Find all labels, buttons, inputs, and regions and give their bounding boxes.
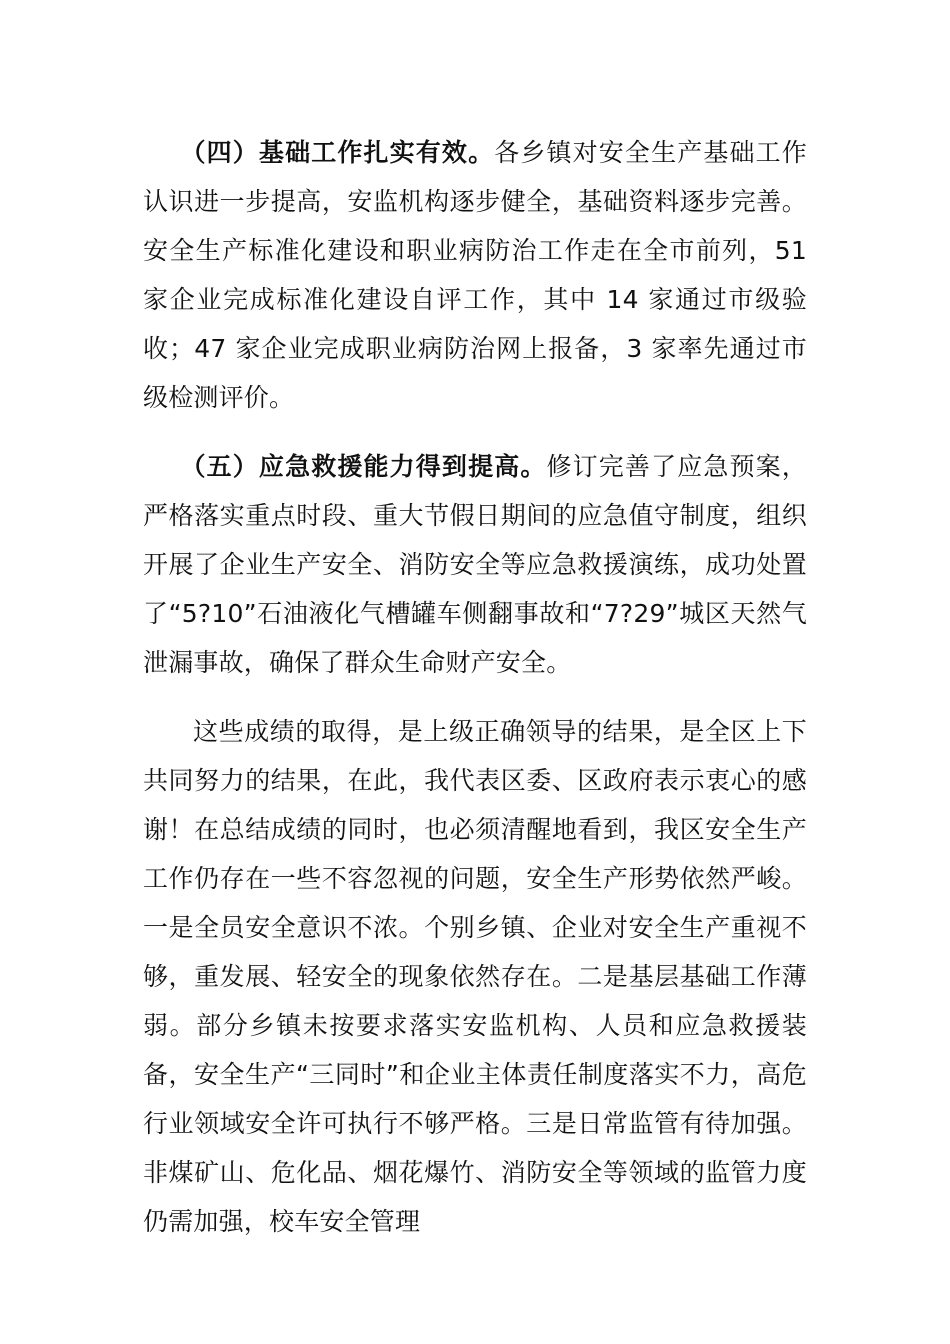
paragraph-heading: （五）应急救援能力得到提高。 (180, 452, 547, 481)
paragraph-achievements-problems (143, 707, 807, 1246)
paragraph-text: 这些成绩的取得，是上级正确领导的结果，是全区上下共同努力的结果，在此，我代表区委、区政府表示衷心的感谢！在总结成绩的同时，也必须清醒地看到，我区安全生产工作仍存在一些不容忽视的问题，安全生产形势依然严峻。一是全员安全意识不浓。个别乡镇、企业对安全生产重视不够，重发展、轻安全的现象依然存在。二是基层基础工作薄弱。部分乡镇未按要求落实安监机构、人员和应急救援装备，安全生产“三同时”和企业主体责任制度落实不力，高危行业领域安全许可执行不够严格。三是日常监管有待加强。非煤矿山、危化品、烟花爆竹、消防安全等领域的监管力度仍需加强，校车安全管理 (143, 717, 807, 1236)
paragraph-text: 修订完善了应急预案，严格落实重点时段、重大节假日期间的应急值守制度，组织开展了企业生产安全、消防安全等应急救援演练，成功处置了“5?10”石油液化气槽罐车侧翻事故和“7?29”城区天然气泄漏事故，确保了群众生命财产安全。 (143, 452, 807, 677)
document-body (143, 128, 807, 1266)
paragraph-heading: （四）基础工作扎实有效。 (180, 138, 495, 167)
paragraph-emergency-rescue (143, 442, 807, 687)
paragraph-basic-work (143, 128, 807, 422)
paragraph-text: 各乡镇对安全生产基础工作认识进一步提高，安监机构逐步健全，基础资料逐步完善。安全生产标准化建设和职业病防治工作走在全市前列，51 家企业完成标准化建设自评工作，其中 14 家通过市级验收；47 家企业完成职业病防治网上报备，3 家率先通过市级检测评价。 (143, 138, 807, 412)
